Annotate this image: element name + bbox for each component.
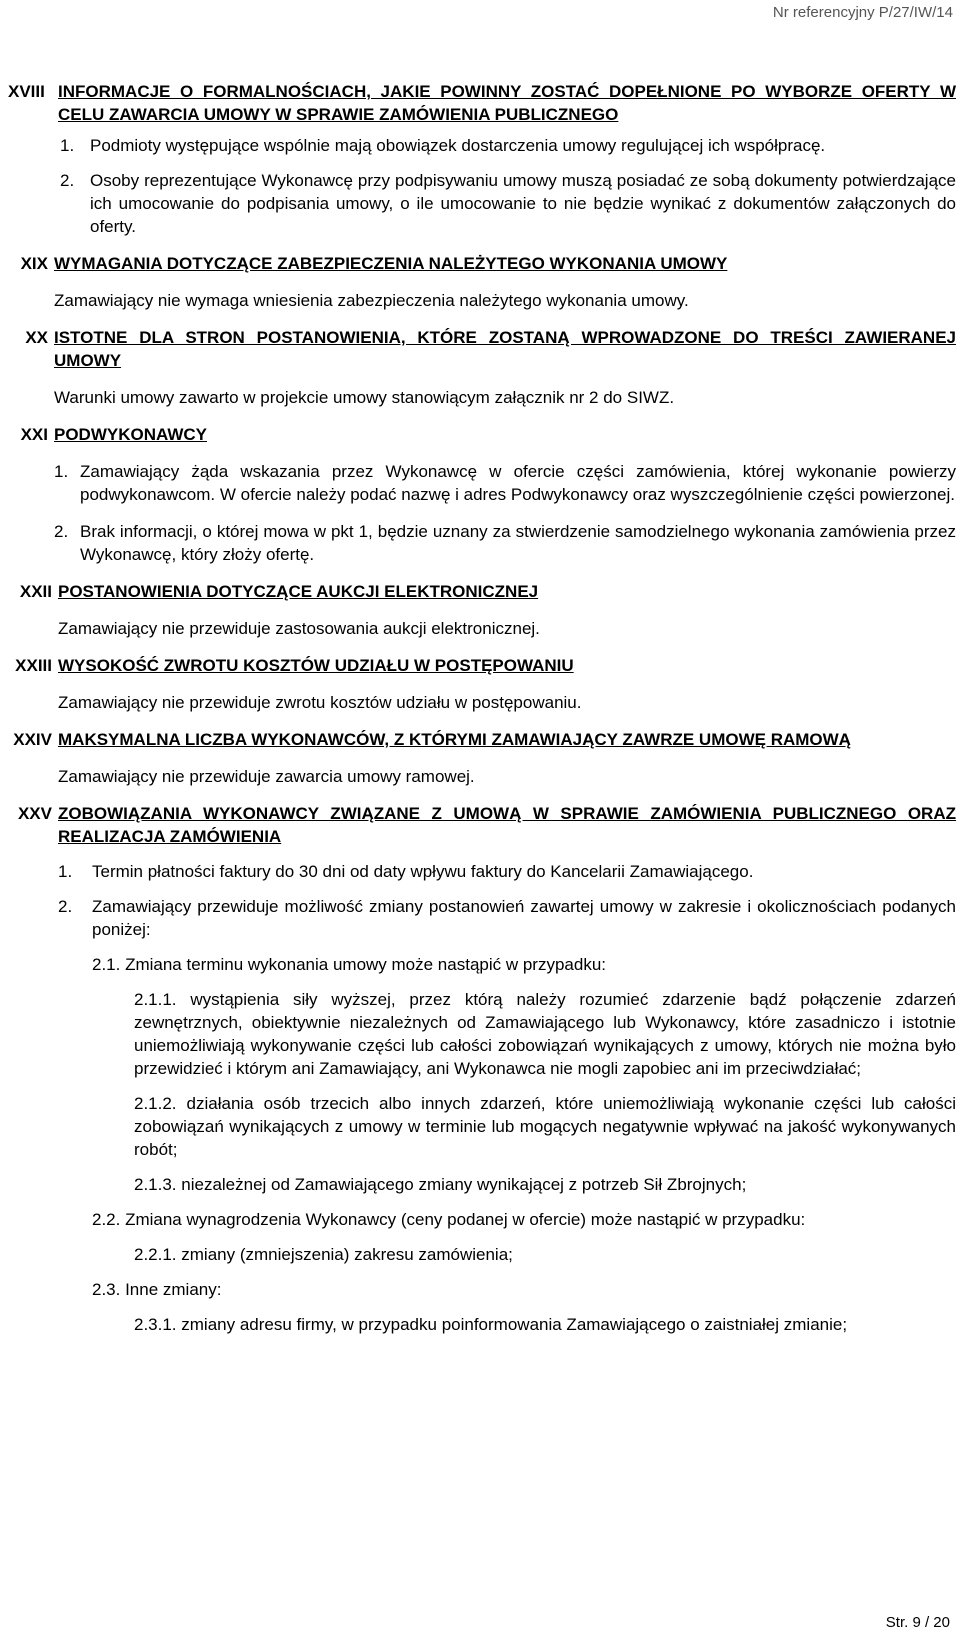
list-item: [58, 860, 956, 883]
sub-sub-list-item: 2.1.2. działania osób trzecich albo innych zdarzeń, które uniemożliwiają wykonanie części lub całości zobowiązań wynikających z umowy w terminie lub mogących negatywnie wpływać na jakość wykonywanych robót;: [134, 1094, 956, 1159]
section-title: ISTOTNE DLA STRON POSTANOWIENIA, KTÓRE ZOSTANĄ WPROWADZONE DO TREŚCI ZAWIERANEJ UMOWY: [54, 328, 956, 370]
section-title: ZOBOWIĄZANIA WYKONAWCY ZWIĄZANE Z UMOWĄ W SPRAWIE ZAMÓWIENIA PUBLICZNEGO ORAZ REALIZACJA ZAMÓWIENIA: [58, 804, 956, 846]
section-title: WYSOKOŚĆ ZWROTU KOSZTÓW UDZIAŁU W POSTĘPOWANIU: [58, 656, 574, 675]
section-number: XXIV: [13, 730, 52, 749]
list-item-number: 2.: [58, 897, 73, 916]
list-item: [60, 134, 956, 157]
section-header: [8, 728, 956, 751]
section-number: XIX: [20, 254, 48, 273]
section-header: [8, 423, 956, 446]
section-header: [8, 252, 956, 275]
list-item-number: 2.: [54, 522, 69, 541]
paragraph: Zamawiający nie przewiduje zastosowania aukcji elektronicznej.: [58, 619, 540, 638]
section-header: [8, 326, 956, 372]
sub-sub-list-item: 2.1.1. wystąpienia siły wyższej, przez którą należy rozumieć zdarzenie bądź połączenie zdarzeń zewnętrznych, obiektywnie niezależnych od Zamawiającego lub Wykonawcy, które zasadniczo i istotnie uniemożliwiają wykonywanie części lub całości zobowiązań wynikających z umowy, których nie można było przewidzieć i którym ani Zamawiający, ani Wykonawca nie mogli zapobiec ani im przeciwdziałać;: [134, 990, 956, 1078]
page-number: Str. 9 / 20: [885, 1614, 950, 1631]
list-item-text: Termin płatności faktury do 30 dni od daty wpływu faktury do Kancelarii Zamawiającego.: [92, 862, 754, 881]
section-number: XX: [25, 328, 48, 347]
sub-sub-list-item: 2.2.1. zmiany (zmniejszenia) zakresu zamówienia;: [134, 1245, 513, 1264]
section-header: [8, 654, 956, 677]
section-header: [8, 80, 956, 126]
paragraph: Zamawiający nie wymaga wniesienia zabezpieczenia należytego wykonania umowy.: [54, 291, 689, 310]
list-item: [54, 460, 956, 506]
list-item-number: 1.: [58, 862, 73, 881]
paragraph: Zamawiający nie przewiduje zwrotu kosztów udziału w postępowaniu.: [58, 693, 582, 712]
section-number: XVIII: [8, 82, 45, 101]
list-item: [58, 895, 956, 941]
section-title: INFORMACJE O FORMALNOŚCIACH, JAKIE POWINNY ZOSTAĆ DOPEŁNIONE PO WYBORZE OFERTY W CELU ZAWARCIA UMOWY W SPRAWIE ZAMÓWIENIA PUBLICZNEGO: [58, 82, 956, 124]
sub-list-item: 2.3. Inne zmiany:: [92, 1280, 222, 1299]
section-title: WYMAGANIA DOTYCZĄCE ZABEZPIECZENIA NALEŻYTEGO WYKONANIA UMOWY: [54, 254, 728, 273]
list-item-text: Podmioty występujące wspólnie mają obowiązek dostarczenia umowy regulującej ich współpracę.: [90, 136, 826, 155]
sub-sub-list-item: 2.3.1. zmiany adresu firmy, w przypadku poinformowania Zamawiającego o zaistniałej zmianie;: [134, 1315, 848, 1334]
reference-number: Nr referencyjny P/27/IW/14: [772, 4, 953, 21]
list-item-text: Zamawiający żąda wskazania przez Wykonawcę w ofercie części zamówienia, której wykonanie powierzy podwykonawcom. W ofercie należy podać nazwę i adres Podwykonawcy oraz wyszczególnienie części powierzonej.: [80, 462, 956, 504]
section-number: XXI: [20, 425, 48, 444]
list-item-text: Osoby reprezentujące Wykonawcę przy podpisywaniu umowy muszą posiadać ze sobą dokumenty potwierdzające ich umocowanie do podpisania umowy, o ile umocowanie to nie będzie wynikać z dokumentów załączonych do oferty.: [90, 171, 956, 236]
sub-list-item: 2.2. Zmiana wynagrodzenia Wykonawcy (ceny podanej w ofercie) może nastąpić w przypadku:: [92, 1210, 806, 1229]
sub-sub-list-item: 2.1.3. niezależnej od Zamawiającego zmiany wynikającej z potrzeb Sił Zbrojnych;: [134, 1175, 747, 1194]
list-item: [54, 520, 956, 566]
list-item-text: Brak informacji, o której mowa w pkt 1, będzie uznany za stwierdzenie samodzielnego wykonania zamówienia przez Wykonawcę, który złoży ofertę.: [80, 522, 956, 564]
section-title: PODWYKONAWCY: [54, 425, 207, 444]
section-title: POSTANOWIENIA DOTYCZĄCE AUKCJI ELEKTRONICZNEJ: [58, 582, 539, 601]
paragraph: Zamawiający nie przewiduje zawarcia umowy ramowej.: [58, 767, 475, 786]
section-number: XXII: [19, 582, 52, 601]
section-title: MAKSYMALNA LICZBA WYKONAWCÓW, Z KTÓRYMI ZAMAWIAJĄCY ZAWRZE UMOWĘ RAMOWĄ: [58, 730, 851, 749]
list-item-number: 1.: [60, 136, 75, 155]
section-header: [8, 580, 956, 603]
list-item-number: 1.: [54, 462, 69, 481]
document-body: [8, 80, 956, 1336]
list-item: [60, 169, 956, 238]
sub-list-item: 2.1. Zmiana terminu wykonania umowy może nastąpić w przypadku:: [92, 955, 607, 974]
list-item-number: 2.: [60, 171, 75, 190]
section-header: [8, 802, 956, 848]
section-number: XXV: [17, 804, 52, 823]
paragraph: Warunki umowy zawarto w projekcie umowy stanowiącym załącznik nr 2 do SIWZ.: [54, 388, 675, 407]
list-item-text: Zamawiający przewiduje możliwość zmiany postanowień zawartej umowy w zakresie i okolicznościach podanych poniżej:: [92, 897, 956, 939]
section-number: XXIII: [15, 656, 52, 675]
